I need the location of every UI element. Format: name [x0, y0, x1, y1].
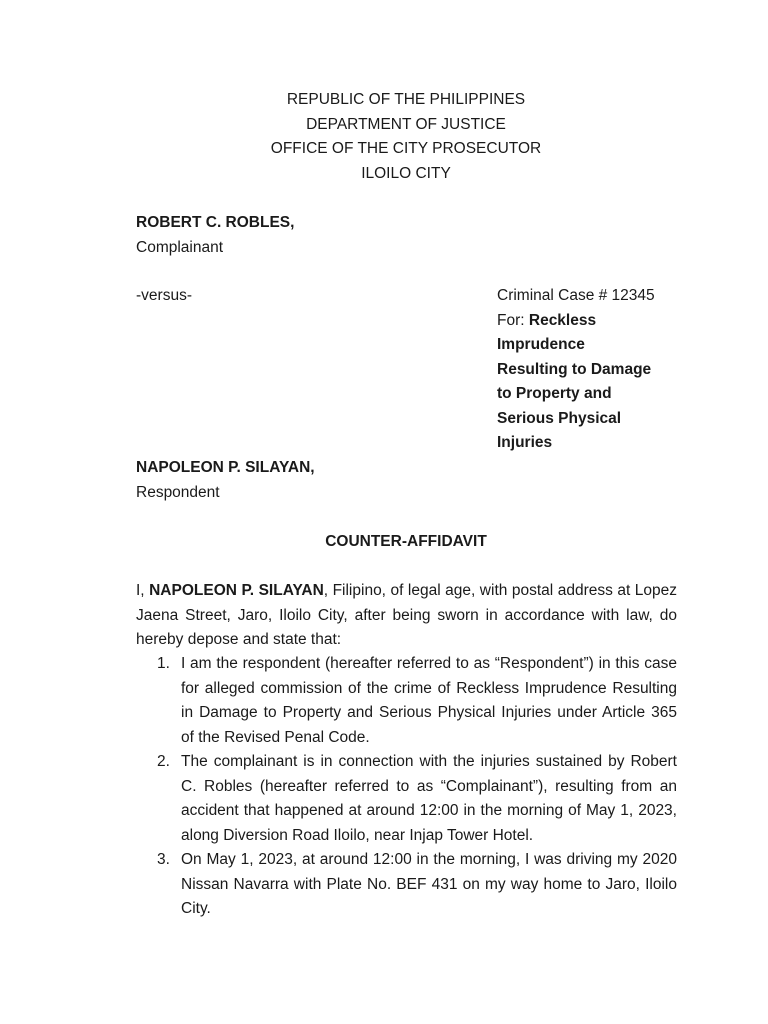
- intro-affiant-name: NAPOLEON P. SILAYAN: [149, 582, 324, 599]
- respondent-role: Respondent: [136, 483, 220, 501]
- case-charge: Imprudence: [497, 336, 585, 353]
- list-item-text: The complainant is in connection with the injuries sustained by Robert C. Robles (hereafter referred to as “Complainant”), resulting from an accident that happened at around 12:00 in the morning of May 1, 2023, along Diversion Road Iloilo, near Injap Tower Hotel.: [181, 753, 677, 844]
- intro-paragraph: [136, 579, 677, 653]
- list-item-number: 2.: [157, 753, 170, 770]
- case-charge-line: [497, 309, 682, 334]
- case-for-label: For:: [497, 311, 525, 329]
- complainant-block: [136, 211, 294, 260]
- case-info: [497, 284, 682, 456]
- document-header: [0, 88, 768, 186]
- list-item-number: 3.: [157, 851, 170, 868]
- complainant-role: Complainant: [136, 238, 224, 256]
- header-department: DEPARTMENT OF JUSTICE: [306, 115, 506, 133]
- list-item: [136, 652, 677, 750]
- header-city: ILOILO CITY: [361, 164, 451, 182]
- case-charge: to Property and: [497, 385, 612, 402]
- case-charge: Serious Physical: [497, 409, 622, 427]
- intro-text: , Filipino, of legal age, with postal address at Lopez Jaena Street, Jaro, Iloilo City, after being sworn in accordance with law, do hereby depose and state that:: [136, 582, 677, 648]
- header-office: OFFICE OF THE CITY PROSECUTOR: [270, 140, 542, 157]
- document-title: COUNTER-AFFIDAVIT: [325, 533, 487, 550]
- case-charge: Resulting to Damage: [497, 360, 652, 378]
- respondent-block: [136, 456, 315, 505]
- case-charge: Injuries: [497, 434, 553, 451]
- complainant-name: ROBERT C. ROBLES,: [136, 214, 295, 231]
- versus-label: -versus-: [136, 287, 192, 304]
- list-item: [136, 750, 677, 848]
- list-item-number: 1.: [157, 655, 170, 672]
- list-item-text: I am the respondent (hereafter referred to as “Respondent”) in this case for alleged commission of the crime of Reckless Imprudence Resulting in Damage to Property and Serious Physical Injuries under Article 365 of the Revised Penal Code.: [181, 655, 677, 746]
- respondent-name: NAPOLEON P. SILAYAN,: [136, 459, 315, 476]
- list-item-text: On May 1, 2023, at around 12:00 in the morning, I was driving my 2020 Nissan Navarra with Plate No. BEF 431 on my way home to Jaro, Iloilo City.: [181, 851, 677, 917]
- list-item: [136, 848, 677, 922]
- intro-prefix: I,: [136, 582, 150, 599]
- header-republic: REPUBLIC OF THE PHILIPPINES: [286, 91, 526, 108]
- case-number: Criminal Case # 12345: [497, 287, 655, 304]
- case-charge: Reckless: [528, 311, 597, 329]
- statement-list: [136, 652, 677, 922]
